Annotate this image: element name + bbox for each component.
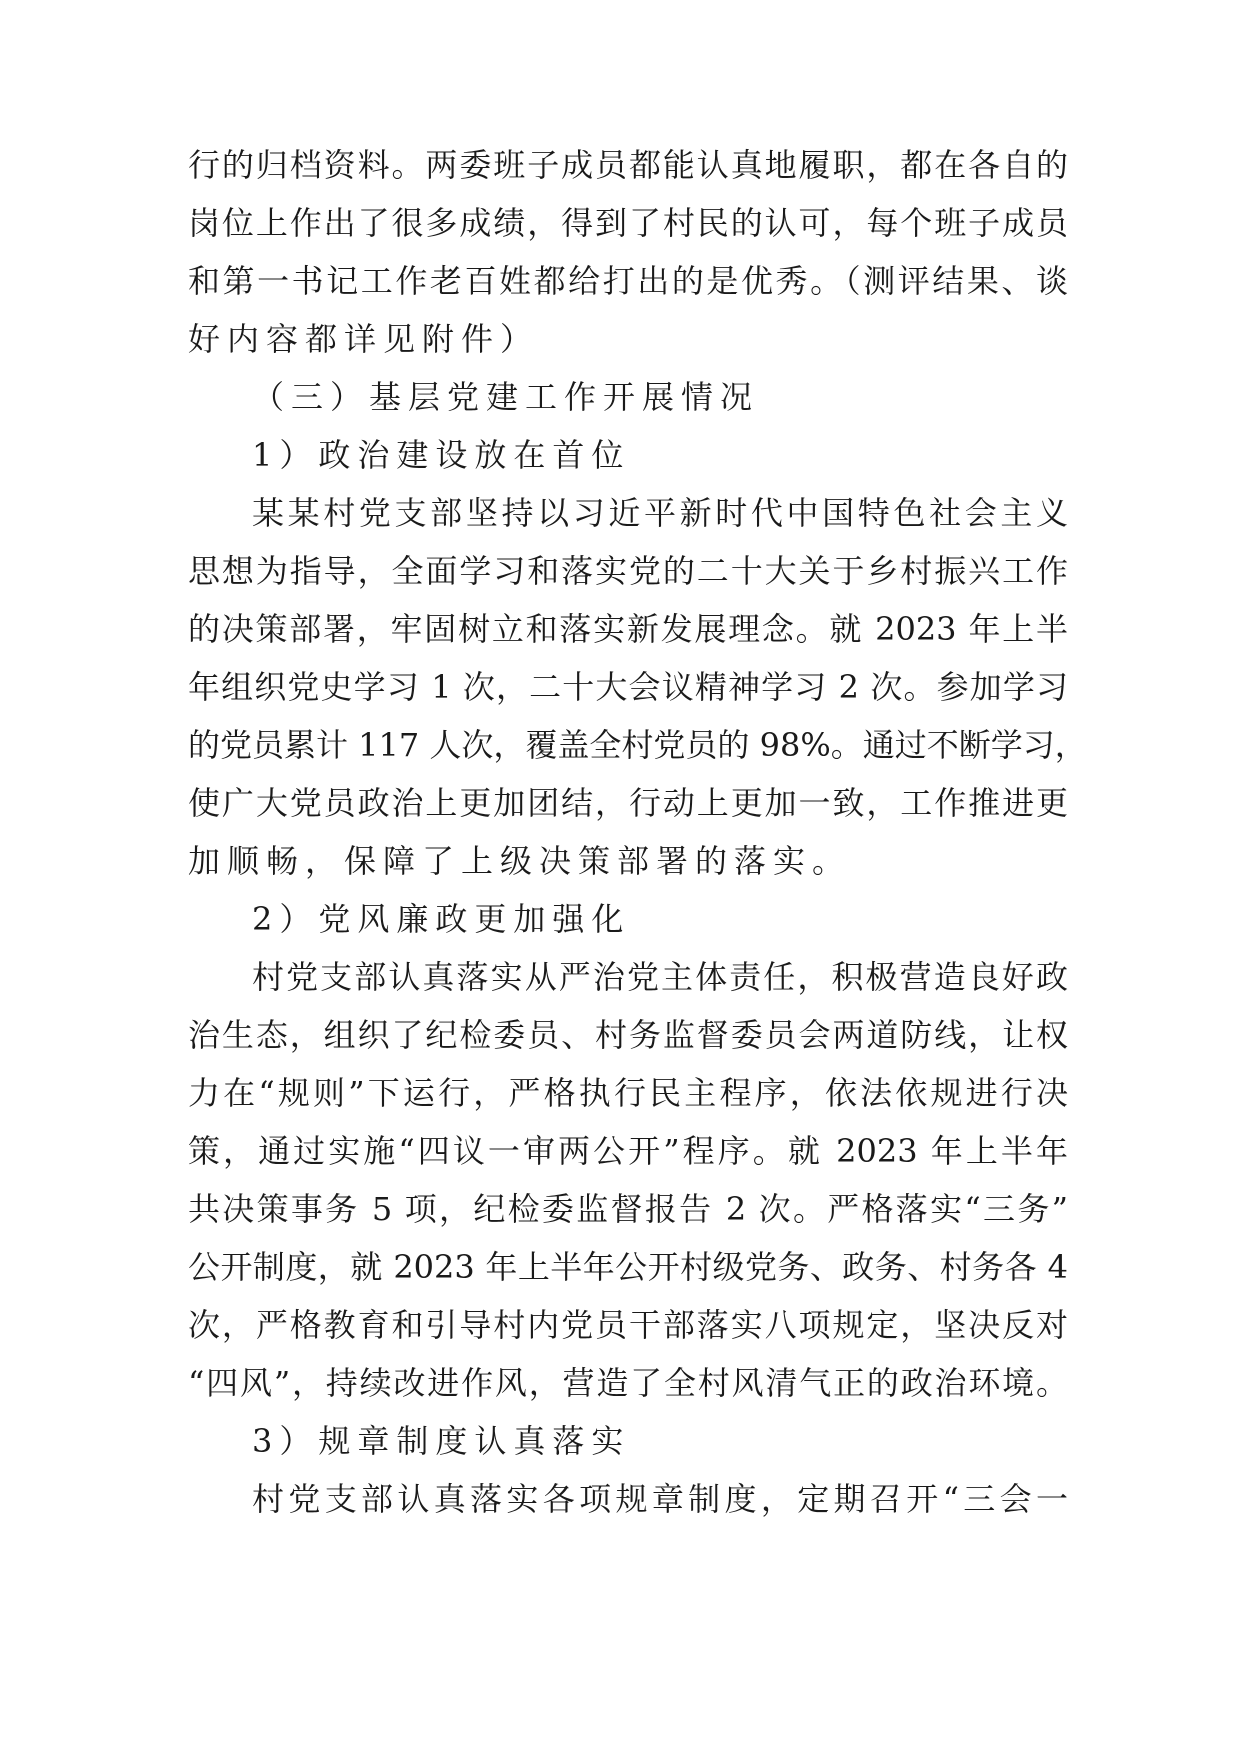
subsection-heading: 1）政治建设放在首位 bbox=[252, 436, 631, 474]
text-line: “四风”，持续改进作风，营造了全村风清气正的政治环境。 bbox=[188, 1364, 1068, 1402]
section-heading: （三）基层党建工作开展情况 bbox=[252, 378, 760, 416]
text-line: 公开制度，就 2023 年上半年公开村级党务、政务、村务各 4 bbox=[188, 1248, 1068, 1286]
text-line: 策，通过实施“四议一审两公开”程序。就 2023 年上半年 bbox=[188, 1132, 1068, 1170]
text-line: 力在“规则”下运行，严格执行民主程序，依法依规进行决 bbox=[188, 1074, 1068, 1112]
text-line: 年组织党史学习 1 次，二十大会议精神学习 2 次。参加学习 bbox=[188, 668, 1068, 706]
text-line: 的决策部署，牢固树立和落实新发展理念。就 2023 年上半 bbox=[188, 610, 1068, 648]
subsection-heading: 2）党风廉政更加强化 bbox=[252, 900, 631, 938]
text-line: 好内容都详见附件） bbox=[188, 320, 540, 358]
text-line: 使广大党员政治上更加团结，行动上更加一致，工作推进更 bbox=[188, 784, 1068, 822]
text-line: 岗位上作出了很多成绩，得到了村民的认可，每个班子成员 bbox=[188, 204, 1068, 242]
text-line: 加顺畅，保障了上级决策部署的落实。 bbox=[188, 842, 852, 880]
text-line: 和第一书记工作老百姓都给打出的是优秀。（测评结果、谈 bbox=[188, 262, 1068, 300]
text-line: 思想为指导，全面学习和落实党的二十大关于乡村振兴工作 bbox=[188, 552, 1068, 590]
text-line: 共决策事务 5 项，纪检委监督报告 2 次。严格落实“三务” bbox=[188, 1190, 1068, 1228]
text-line: 次，严格教育和引导村内党员干部落实八项规定，坚决反对 bbox=[188, 1306, 1068, 1344]
text-line: 行的归档资料。两委班子成员都能认真地履职，都在各自的 bbox=[188, 146, 1068, 184]
text-line: 的党员累计 117 人次，覆盖全村党员的 98%。通过不断学习， bbox=[188, 726, 1087, 764]
subsection-heading: 3）规章制度认真落实 bbox=[252, 1422, 631, 1460]
paragraph-first-line: 村党支部认真落实各项规章制度，定期召开“三会一 bbox=[252, 1480, 1068, 1518]
paragraph-first-line: 村党支部认真落实从严治党主体责任，积极营造良好政 bbox=[252, 958, 1068, 996]
paragraph-first-line: 某某村党支部坚持以习近平新时代中国特色社会主义 bbox=[252, 494, 1068, 532]
text-line: 治生态，组织了纪检委员、村务监督委员会两道防线，让权 bbox=[188, 1016, 1068, 1054]
